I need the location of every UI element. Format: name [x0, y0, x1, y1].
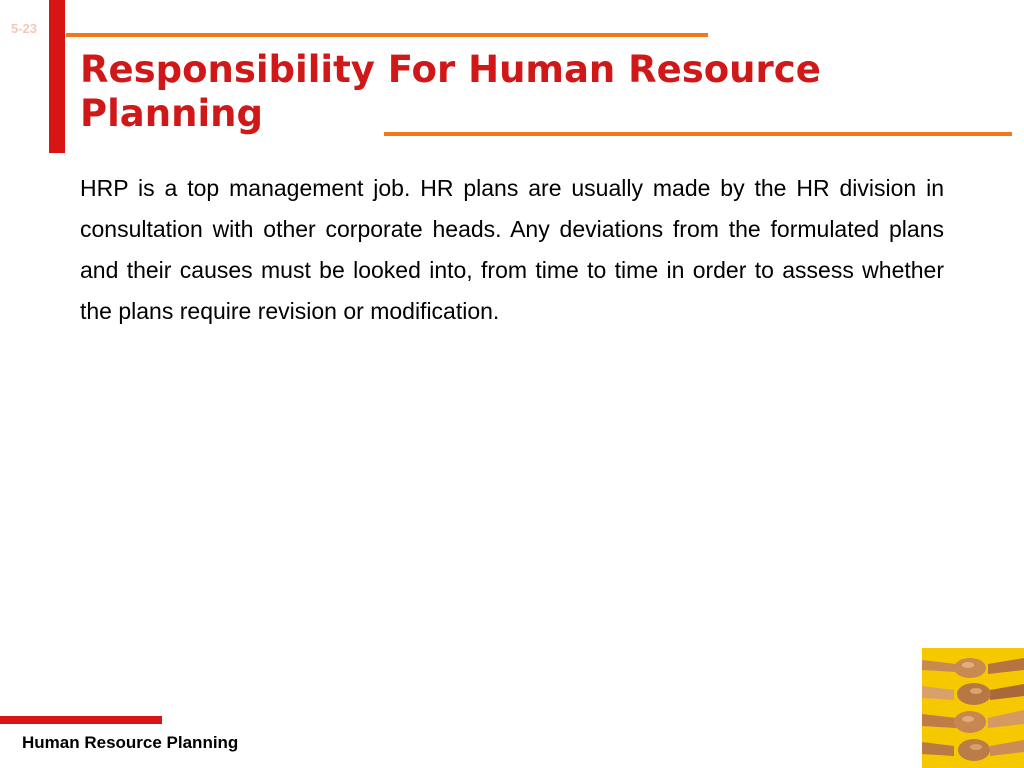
footer-accent-bar [0, 716, 162, 724]
slide-body-text: HRP is a top management job. HR plans are usually made by the HR division in consultation with other corporate heads. Any deviations from the formulated plans and their causes must be looked into, from time to time in order to assess whether the plans require revision or modification. [80, 175, 944, 324]
footer-title: Human Resource Planning [22, 733, 239, 752]
slide-title: Responsibility For Human Resource Planning [80, 48, 821, 135]
title-underline [384, 132, 1012, 136]
joined-hands-photo-icon [922, 648, 1024, 768]
slide-number: 5-23 [11, 21, 38, 36]
title-accent-bar [49, 0, 65, 153]
top-divider-line [66, 33, 708, 37]
